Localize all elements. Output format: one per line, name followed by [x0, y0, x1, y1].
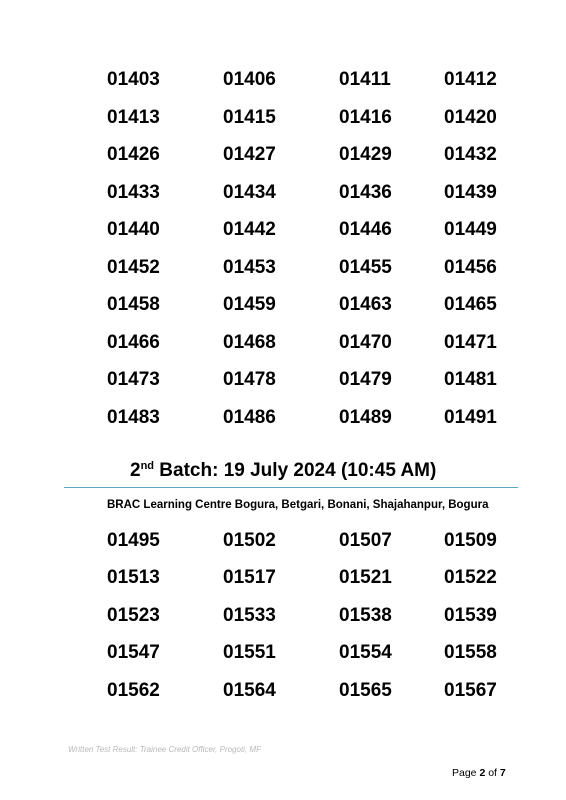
page-of: of: [485, 767, 500, 779]
table-row: [0, 529, 566, 553]
roll-number: 01564: [223, 680, 276, 701]
roll-number: 01483: [107, 407, 160, 428]
roll-number: 01502: [223, 530, 276, 551]
roll-number: 01466: [107, 332, 160, 353]
roll-number: 01551: [223, 642, 276, 663]
roll-number: 01521: [339, 567, 392, 588]
roll-number: 01465: [444, 294, 497, 315]
roll-number: 01509: [444, 530, 497, 551]
roll-number: 01463: [339, 294, 392, 315]
roll-number: 01458: [107, 294, 160, 315]
roll-number: 01489: [339, 407, 392, 428]
roll-number: 01491: [444, 407, 497, 428]
roll-number: 01470: [339, 332, 392, 353]
roll-number: 01432: [444, 144, 497, 165]
roll-number: 01479: [339, 369, 392, 390]
roll-number: 01517: [223, 567, 276, 588]
table-row: [0, 331, 566, 355]
roll-number: 01420: [444, 107, 497, 128]
roll-number: 01453: [223, 257, 276, 278]
roll-number: 01481: [444, 369, 497, 390]
roll-number: 01468: [223, 332, 276, 353]
roll-number: 01403: [107, 69, 160, 90]
roll-number: 01495: [107, 530, 160, 551]
roll-number: 01415: [223, 107, 276, 128]
table-row: [0, 293, 566, 317]
roll-number: 01429: [339, 144, 392, 165]
roll-number: 01434: [223, 182, 276, 203]
table-row: [0, 218, 566, 242]
batch-date-time: Batch: 19 July 2024 (10:45 AM): [154, 460, 437, 481]
roll-number: 01412: [444, 69, 497, 90]
roll-number: 01471: [444, 332, 497, 353]
table-row: [0, 68, 566, 92]
roll-number: 01538: [339, 605, 392, 626]
roll-number: 01439: [444, 182, 497, 203]
batch-heading: [130, 458, 436, 484]
roll-number: 01427: [223, 144, 276, 165]
roll-number: 01565: [339, 680, 392, 701]
page-total: 7: [499, 767, 506, 779]
roll-number: 01558: [444, 642, 497, 663]
roll-number: 01562: [107, 680, 160, 701]
batch-number: 2: [130, 460, 141, 481]
roll-number: 01459: [223, 294, 276, 315]
batch-ordinal-suffix: nd: [140, 460, 155, 472]
table-row: [0, 641, 566, 665]
roll-number: 01440: [107, 219, 160, 240]
section-divider: [64, 487, 518, 488]
page-number: [452, 766, 506, 780]
roll-number: 01452: [107, 257, 160, 278]
roll-number: 01406: [223, 69, 276, 90]
roll-number: 01442: [223, 219, 276, 240]
roll-number: 01478: [223, 369, 276, 390]
table-row: [0, 181, 566, 205]
batch-venue: BRAC Learning Centre Bogura, Betgari, Bonani, Shajahanpur, Bogura: [107, 499, 489, 511]
roll-number: 01449: [444, 219, 497, 240]
table-row: [0, 368, 566, 392]
roll-number: 01436: [339, 182, 392, 203]
roll-number: 01426: [107, 144, 160, 165]
page-current: 2: [479, 767, 486, 779]
table-row: [0, 604, 566, 628]
table-row: [0, 106, 566, 130]
roll-number: 01539: [444, 605, 497, 626]
roll-number: 01416: [339, 107, 392, 128]
footer-note: Written Test Result: Trainee Credit Officer, Progoti, MF: [68, 745, 261, 754]
roll-number: 01486: [223, 407, 276, 428]
roll-number: 01456: [444, 257, 497, 278]
roll-number: 01413: [107, 107, 160, 128]
table-row: [0, 566, 566, 590]
roll-number: 01446: [339, 219, 392, 240]
roll-number: 01513: [107, 567, 160, 588]
roll-number: 01507: [339, 530, 392, 551]
roll-number: 01473: [107, 369, 160, 390]
roll-number: 01433: [107, 182, 160, 203]
page-label: Page: [452, 767, 480, 779]
roll-number: 01533: [223, 605, 276, 626]
roll-number: 01522: [444, 567, 497, 588]
table-row: [0, 406, 566, 430]
table-row: [0, 256, 566, 280]
table-row: [0, 143, 566, 167]
roll-number: 01455: [339, 257, 392, 278]
table-row: [0, 679, 566, 703]
roll-number: 01411: [339, 69, 391, 90]
roll-number: 01547: [107, 642, 160, 663]
roll-number: 01554: [339, 642, 392, 663]
roll-number: 01567: [444, 680, 497, 701]
roll-number: 01523: [107, 605, 160, 626]
